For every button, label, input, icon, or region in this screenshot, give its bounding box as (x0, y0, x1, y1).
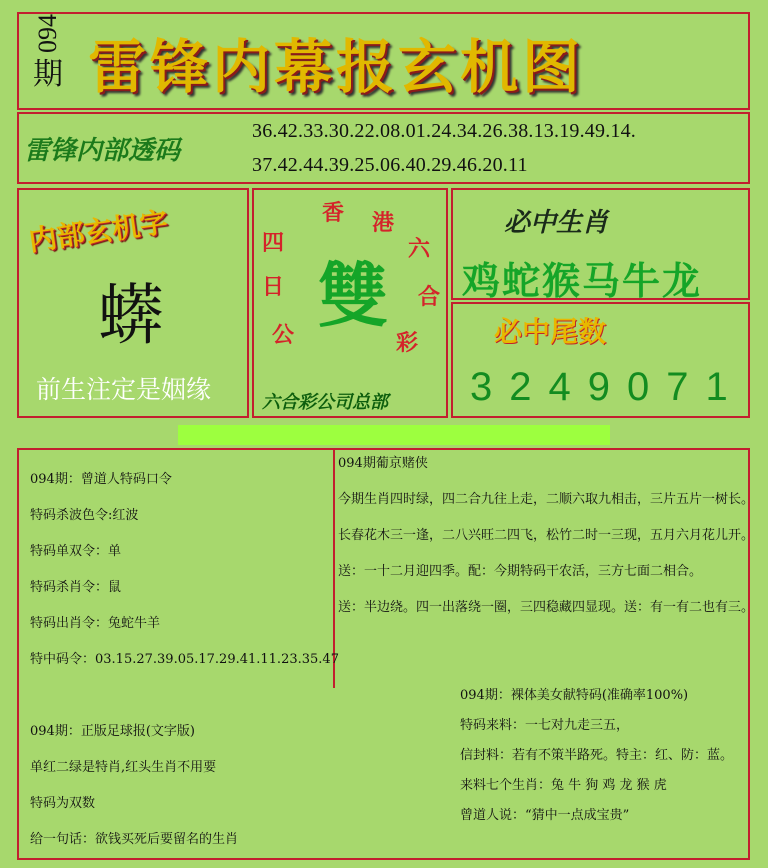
cmd-line-3: 特码单双令：单 (30, 544, 122, 559)
macau-line-1: 今期生肖四时绿，四二合九往上走，二顺六取九相击，三片五片一树长。 (338, 492, 755, 507)
left-panel-slogan: 前生注定是姻缘 (36, 375, 212, 404)
numbers-label: 雷锋内部透码 (24, 136, 181, 166)
cmd-line-4: 特码杀肖令：鼠 (30, 580, 122, 595)
macau-title: 094期葡京赌侠 (338, 456, 428, 471)
numbers-line-2: 37.42.44.39.25.06.40.29.46.20.11 (252, 154, 528, 176)
football-line-4: 给一句话：欲钱买死后要留名的生肖 (30, 832, 239, 847)
zodiac-list: 鸡蛇猴马牛龙 (462, 259, 703, 303)
zodiac-label: 必中生肖 (504, 208, 609, 238)
ring-char: 港 (372, 210, 395, 236)
beauty-line-3: 信封料：若有不策半路死。特主：红、防：蓝。 (460, 748, 734, 763)
ring-char: 日 (262, 274, 285, 300)
middle-character: 雙 (318, 255, 388, 337)
issue-number: 094 期 (28, 14, 68, 90)
mystery-character: 蠎 (98, 277, 164, 354)
ring-char: 彩 (396, 330, 419, 356)
cmd-line-5: 特码出肖令：兔蛇牛羊 (30, 616, 161, 631)
macau-line-4: 送：半边绕。四一出落绕一圈，三四稳藏四显现。送：有一有二也有三。 (338, 600, 755, 615)
beauty-line-5: 曾道人说：“猜中一点成宝贵” (460, 808, 630, 823)
macau-line-2: 长春花木三一逢，二八兴旺二四飞，松竹二时一三现，五月六月花儿开。 (338, 528, 755, 543)
tail-label: 必中尾数 (494, 315, 607, 348)
beauty-line-4: 来料七个生肖：兔 牛 狗 鸡 龙 猴 虎 (460, 778, 667, 793)
beauty-line-2: 特码来料：一七对九走三五， (460, 718, 630, 733)
ring-char: 六 (408, 236, 431, 262)
numbers-line-1: 36.42.33.30.22.08.01.24.34.26.38.13.19.49.14. (252, 120, 636, 142)
ring-char: 公 (272, 322, 295, 348)
tail-numbers: 3249071 (470, 365, 745, 409)
cmd-line-1: 094期：曾道人特码口令 (30, 472, 172, 487)
page-title: 雷锋内幕报玄机图 (88, 33, 585, 101)
beauty-line-1: 094期：裸体美女献特码(准确率100%) (460, 688, 689, 703)
cmd-line-2: 特码杀波色令:红波 (30, 508, 139, 523)
football-line-2: 单红二绿是特肖,红头生肖不用要 (30, 760, 217, 775)
middle-panel-footer: 六合彩公司总部 (262, 392, 388, 413)
ring-char: 合 (418, 284, 441, 310)
highlight-strip (178, 425, 610, 445)
left-panel-heading: 内部玄机字 (26, 205, 170, 258)
macau-line-3: 送：一十二月迎四季。配：今期特码干农活，三方七面二相合。 (338, 564, 703, 579)
issue-suffix: 期 (33, 58, 63, 91)
ring-char: 四 (262, 230, 285, 256)
ring-char: 香 (322, 200, 345, 226)
football-line-1: 094期：正版足球报(文字版) (30, 724, 195, 739)
cmd-line-6: 特中码令：03.15.27.39.05.17.29.41.11.23.35.47 (30, 652, 339, 667)
football-line-3: 特码为双数 (30, 796, 96, 811)
